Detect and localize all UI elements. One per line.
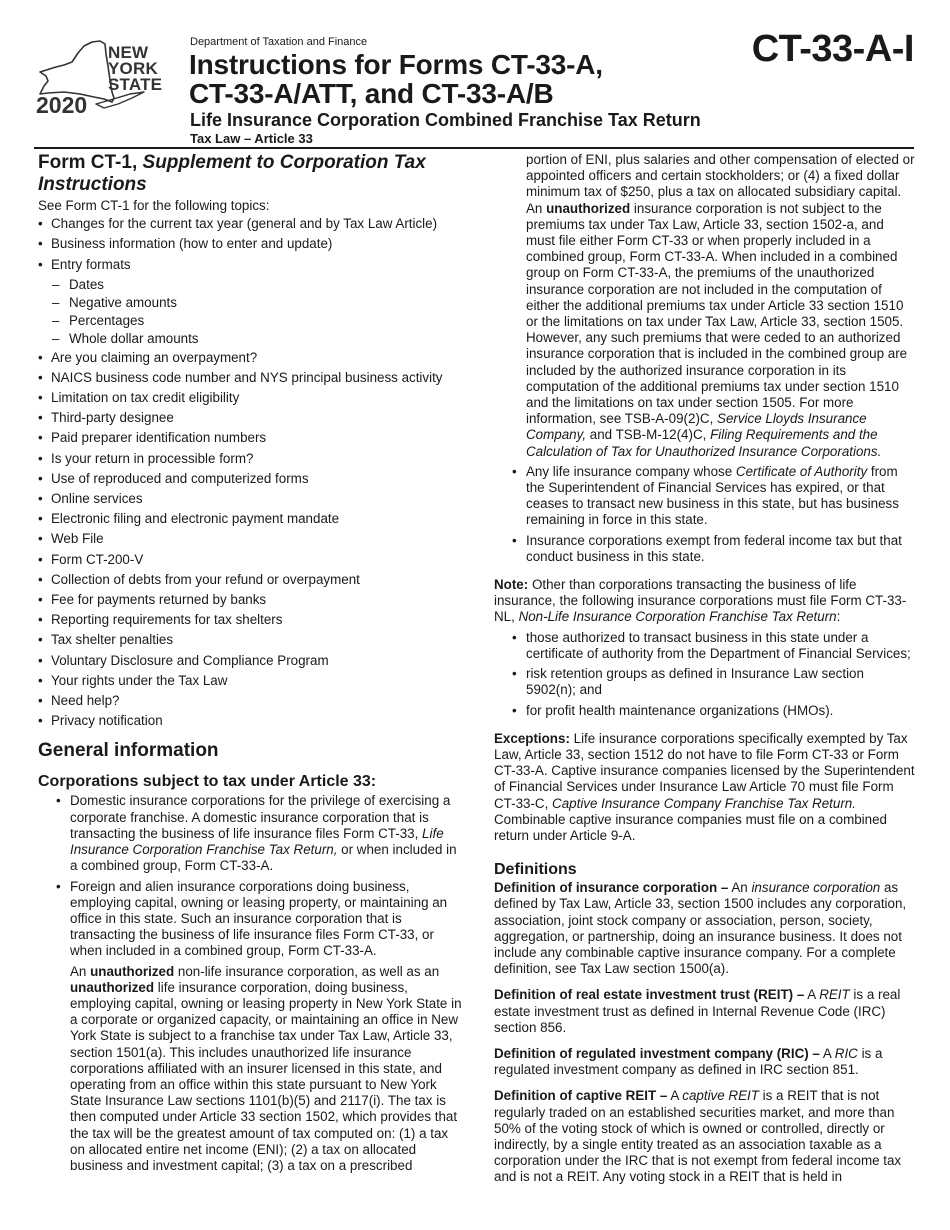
text-run: is a REIT that is not regularly traded on an established securities market, and more than 50% of the voting stock of which is owned or controlled, directly or indirectly, by a single entity treated as an association taxable as a corporation under the IRC that is not exempt from federal income tax and is not a REIT. Any voting stock in a REIT that is held in xyxy=(494,1088,902,1185)
bold-text: unauthorized xyxy=(70,979,155,995)
topic-item: • Are you claiming an overpayment? xyxy=(38,350,463,366)
general-information-heading: General information xyxy=(38,740,219,762)
topic-item: • Collection of debts from your refund or overpayment xyxy=(38,572,463,588)
text-run: as defined by Tax Law, Article 33, section 1500 includes any corporation, association, joint stock company or association, person, society, aggregation, or partnership, doing an insurance business. It does not include any combinable captive insurance company. For a complete definition, see Tax Law section 1500(a). xyxy=(494,880,907,977)
text-run: life insurance corporation, doing business, employing capital, owning or leasing property in New York State in a corporate or organized capacity, or maintaining an office in New York State is subject to a franchise tax under Tax Law, Article 33, section 1501(a). This includes unauthorized life insurance corporations affiliated with an insurer licensed in this state, and operating from an office within this state pursuant to New York State Insurance Law sections 1101(b)(5) and 2117(i). The tax is then computed under Article 33 section 1502, which provides that the tax will be the greatest amount of tax computed on: (1) a tax on allocated entire net income (ENI); (2) a tax on allocated business and investment capital; (3) a tax on a prescribed xyxy=(70,979,462,1173)
logo-state-line-3: STATE xyxy=(108,75,163,94)
form-number: CT-33-A-I xyxy=(751,28,914,70)
topic-subitem: – Negative amounts xyxy=(38,295,463,311)
bold-text: unauthorized xyxy=(546,200,631,216)
topic-item: • Need help? xyxy=(38,693,463,709)
note-list xyxy=(494,630,916,719)
supplement-intro: See Form CT-1 for the following topics: xyxy=(38,198,270,213)
italic-text: Non-Life Insurance Corporation Franchise Tax Return xyxy=(518,609,837,625)
topic-item: • Paid preparer identification numbers xyxy=(38,430,463,446)
italic-text: Filing Requirements and the Calculation of Tax for Unauthorized Insurance Corporations. xyxy=(526,427,882,459)
text-run: Other than corporations transacting the business of life insurance, the following insurance corporations must file Form CT-33-NL, xyxy=(494,577,907,625)
note-list-item: • for profit health maintenance organizations (HMOs). xyxy=(512,703,916,719)
right-column xyxy=(494,152,916,1196)
topic-item: • Electronic filing and electronic payment mandate xyxy=(38,511,463,527)
topic-item: • Your rights under the Tax Law xyxy=(38,673,463,689)
text-run: or when included in a combined group, Form CT-33-A. xyxy=(70,842,457,874)
text-run: An xyxy=(728,880,752,896)
topic-item: • Fee for payments returned by banks xyxy=(38,592,463,608)
logo-state-line-1: NEW xyxy=(108,43,149,62)
text-run: and TSB-M-12(4)C, xyxy=(586,427,711,443)
italic-text: RIC xyxy=(834,1045,858,1061)
note-list-item: • risk retention groups as defined in Insurance Law section 5902(n); and xyxy=(512,666,916,698)
text-run: is a regulated investment company as defined in IRC section 851. xyxy=(494,1045,883,1078)
topic-item: • Business information (how to enter and update) xyxy=(38,236,463,252)
italic-text: Certificate of Authority xyxy=(735,463,868,479)
italic-text: Service Lloyds Insurance Company, xyxy=(526,411,867,443)
bold-text: Definition of captive REIT – xyxy=(494,1088,668,1104)
text-run: Domestic insurance corporations for the privilege of exercising a corporate franchise. A domestic insurance corporation that is transacting the business of life insurance files Form CT-33, xyxy=(70,793,451,841)
bold-text: Definition of insurance corporation – xyxy=(494,880,729,896)
definition-ric xyxy=(494,1046,916,1078)
topic-item: • Voluntary Disclosure and Compliance Program xyxy=(38,653,463,669)
text-run: from the Superintendent of Financial Services has expired, or that ceases to transact new business in this state, but has business remaining in force in this state. xyxy=(526,463,899,528)
topic-item: • Online services xyxy=(38,491,463,507)
italic-text: Captive Insurance Company Franchise Tax Return. xyxy=(552,795,856,811)
text-run: An xyxy=(70,963,91,979)
topic-item: • Web File xyxy=(38,531,463,547)
text-run: Combinable captive insurance companies must file on a combined return under Article 9-A. xyxy=(494,811,888,843)
topic-item: • Privacy notification xyxy=(38,713,463,729)
definition-captive-reit xyxy=(494,1088,916,1185)
list-item xyxy=(56,793,463,874)
nys-logo xyxy=(34,36,164,120)
text-run: non-life insurance corporation, as well as an xyxy=(174,963,440,979)
continued-paragraph xyxy=(494,152,916,460)
topic-item: • Changes for the current tax year (general and by Tax Law Article) xyxy=(38,216,463,232)
topic-subitem: – Dates xyxy=(38,277,463,293)
note-list-item: • those authorized to transact business in this state under a certificate of authority from the Department of Financial Services; xyxy=(512,630,916,662)
topic-item: • Reporting requirements for tax shelters xyxy=(38,612,463,628)
italic-text: REIT xyxy=(819,987,850,1003)
bold-text: unauthorized xyxy=(90,963,175,979)
bold-text: Note: xyxy=(494,577,529,593)
topic-item: • NAICS business code number and NYS principal business activity xyxy=(38,370,463,386)
corporations-list-continued xyxy=(494,464,916,565)
title-line-2: CT-33-A/ATT, and CT-33-A/B xyxy=(189,78,554,109)
text-run: A xyxy=(819,1045,835,1061)
left-column xyxy=(38,152,463,1174)
definition-insurance-corporation xyxy=(494,880,916,977)
list-item xyxy=(56,879,463,960)
note-paragraph xyxy=(494,577,916,626)
corporations-subject-heading: Corporations subject to tax under Article 33: xyxy=(38,773,377,791)
page-title xyxy=(189,50,749,108)
topic-item: • Third-party designee xyxy=(38,410,463,426)
topic-item: • Limitation on tax credit eligibility xyxy=(38,390,463,406)
text-run: Any life insurance company whose xyxy=(526,463,736,479)
unauthorized-paragraph xyxy=(38,964,463,1175)
text-run: Life insurance corporations specifically exempted by Tax Law, Article 33, section 1512 do not have to file Form CT-33 or Form CT-33-A. Captive insurance companies licensed by the Superintendent of Financial Services under Insurance Law Article 70 must file Form CT-33-C, xyxy=(494,730,915,811)
title-line-1: Instructions for Forms CT-33-A, xyxy=(189,49,603,80)
bold-text: Definition of regulated investment company (RIC) – xyxy=(494,1045,820,1061)
text-run: Foreign and alien insurance corporations doing business, employing capital, owning or leasing property, or maintaining an office in this state. Such an insurance corporation that is transacting the business of life insurance files Form CT-33, or when included in a combined group, Form CT-33-A. xyxy=(70,878,448,959)
supplement-heading-title: Supplement to Corporation Tax Instructions xyxy=(38,152,426,195)
italic-text: insurance corporation xyxy=(751,880,881,896)
topic-item: • Use of reproduced and computerized forms xyxy=(38,471,463,487)
text-run: Insurance corporations exempt from federal income tax but that conduct business in this state. xyxy=(526,532,902,564)
topic-item: • Entry formats xyxy=(38,257,463,273)
list-item xyxy=(512,464,916,529)
tax-law-reference: Tax Law – Article 33 xyxy=(190,131,313,146)
topic-item: • Form CT-200-V xyxy=(38,552,463,568)
text-run: insurance corporation is not subject to the premiums tax under Tax Law, Article 33, section 1502-a, and must file either Form CT-33 or when properly included in a combined group, Form CT-33-A. When included in a combined group on Form CT-33-A, the premiums of the unauthorized insurance corporation are not included in the computation of either the additional premiums tax under Article 33 section 1510 or the limitations on tax under Tax Law, Article 33, section 1505. However, any such premiums that were ceded to an authorized insurance corporation that is included in the combined group are included by the authorized insurance corporation in its computation of the additional premiums tax under section 1510 and the limitations on tax under section 1505. For more information, see TSB-A-09(2)C, xyxy=(526,200,908,427)
supplement-heading-form: Form CT-1, xyxy=(38,152,143,173)
topic-subitem: – Whole dollar amounts xyxy=(38,331,463,347)
corporations-list xyxy=(38,793,463,959)
italic-text: captive REIT xyxy=(682,1088,759,1104)
text-run: : xyxy=(836,609,841,625)
topic-subitem: – Percentages xyxy=(38,313,463,329)
list-item xyxy=(512,533,916,565)
header-divider xyxy=(34,147,914,149)
topic-item: • Tax shelter penalties xyxy=(38,632,463,648)
page-subtitle: Life Insurance Corporation Combined Franchise Tax Return xyxy=(190,110,701,130)
text-run: is a real estate investment trust as defined in Internal Revenue Code (IRC) section 856. xyxy=(494,987,901,1035)
text-run: A xyxy=(667,1088,683,1104)
supplement-heading xyxy=(38,152,463,196)
definition-reit xyxy=(494,987,916,1036)
text-run: portion of ENI, plus salaries and other compensation of elected or appointed officers and certain stockholders; or (4) a fixed dollar minimum tax of $250, plus a tax on allocated subsidiary capital. An xyxy=(526,152,915,216)
department-name: Department of Taxation and Finance xyxy=(190,36,368,48)
bold-text: Definition of real estate investment trust (REIT) – xyxy=(494,987,805,1003)
italic-text: Life Insurance Corporation Franchise Tax Return, xyxy=(70,825,444,858)
bold-text: Exceptions: xyxy=(494,730,570,746)
definitions-heading: Definitions xyxy=(494,861,577,879)
logo-year: 2020 xyxy=(36,92,88,118)
topic-item: • Is your return in processible form? xyxy=(38,451,463,467)
topics-list xyxy=(38,216,463,729)
text-run: A xyxy=(804,987,820,1003)
exceptions-paragraph xyxy=(494,731,916,844)
logo-state-line-2: YORK xyxy=(108,59,158,78)
